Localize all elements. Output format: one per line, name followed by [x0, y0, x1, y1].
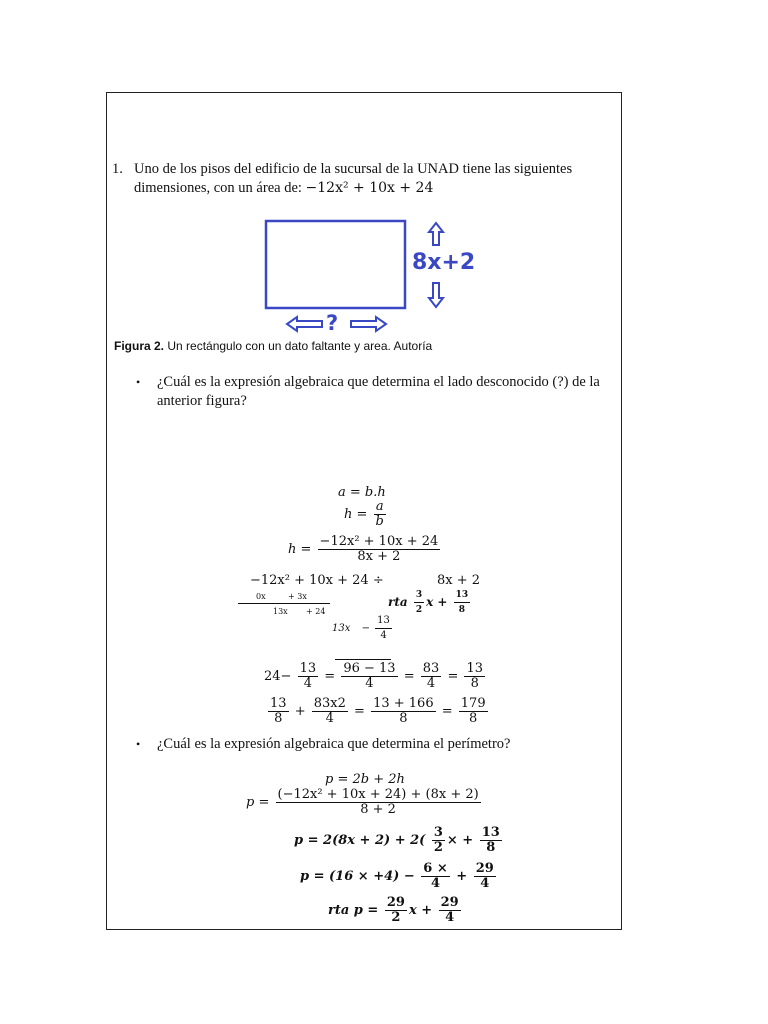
rectangle-shape: [266, 221, 405, 308]
bullet-1: •: [136, 375, 141, 389]
width-label: ?: [326, 311, 339, 335]
arrow-down-icon: [429, 283, 443, 307]
item-line-2-text: dimensiones, con un área de:: [134, 180, 302, 196]
bullet-2: •: [136, 737, 141, 751]
eq-remainder-calc: 24− $\frac{13}{4}$ = $\frac{96 - 13}{4}$ = $\frac{83}{4}$ = $\frac{13}{8}$: [264, 661, 484, 691]
division-divisor: 8x + 2: [437, 573, 481, 588]
division-dividend: −12x² + 10x + 24 ÷: [250, 573, 384, 588]
question-1-line-1: ¿Cuál es la expresión algebraica que determina el lado desconocido (?) de la: [157, 374, 600, 390]
question-1-line-2: anterior figura?: [157, 393, 247, 409]
item-line-1: Uno de los pisos del edificio de la sucursal de la UNAD tiene las siguientes: [134, 161, 573, 177]
item-number: 1.: [112, 161, 123, 177]
eq-sum-calc: $\frac{13}{8}$ + $\frac{83x2}{4}$ = $\frac{13 + 166}{8}$ = $\frac{179}{8}$: [270, 696, 486, 726]
question-2-text: ¿Cuál es la expresión algebraica que determina el perímetro?: [157, 736, 511, 752]
eq-area-formula: a = b.h: [338, 485, 386, 500]
remainder-line: 13x − $\frac{13}{4}$: [332, 615, 390, 641]
eq-h-ab: h = $\frac{a}{b}$: [344, 499, 384, 529]
arrow-left-icon: [287, 317, 322, 331]
answer-2: rta p = $\frac{29}{2}$ x + $\frac{29}{4}$: [328, 895, 459, 925]
rectangle-figure: [260, 215, 480, 340]
division-step-d: + 24: [306, 607, 326, 616]
eq-perimeter-substituted: p = 2(8x + 2) + 2( $\frac{3}{2}$ × + $\frac{13}{8}$: [294, 825, 500, 855]
eq-h-fraction: h = $\frac{\text{−12x² + 10x + 24}}{8x + 2}$: [288, 534, 439, 564]
caption-bold: Figura 2.: [114, 339, 165, 353]
caption-text: Un rectángulo con un dato faltante y area. Autoría: [167, 339, 433, 353]
division-step-a: 0x: [256, 592, 266, 601]
area-expression: −12x² + 10x + 24: [305, 180, 434, 196]
division-step-c: 13x: [273, 607, 288, 616]
height-label: 8x+2: [412, 250, 476, 275]
item-line-2: [134, 179, 433, 198]
arrow-up-icon: [429, 223, 443, 245]
figure-caption: [114, 339, 432, 353]
eq-perimeter-formula: p = 2b + 2h: [325, 772, 405, 787]
division-line: [238, 603, 330, 604]
overline-bar: [335, 659, 391, 660]
arrow-right-icon: [351, 317, 386, 331]
answer-1: rta $\frac{3}{2}$ x + $\frac{13}{8}$: [388, 590, 469, 615]
eq-perimeter-fraction: p = $\frac{\text{(−12x² + 10x + 24) + (8x + 2)}}{8 + 2}$: [246, 787, 479, 817]
division-step-b: + 3x: [288, 592, 307, 601]
eq-perimeter-simplified: p = (16 × +4) − $\frac{6 \times}{4}$ + $\frac{29}{4}$: [300, 861, 494, 891]
